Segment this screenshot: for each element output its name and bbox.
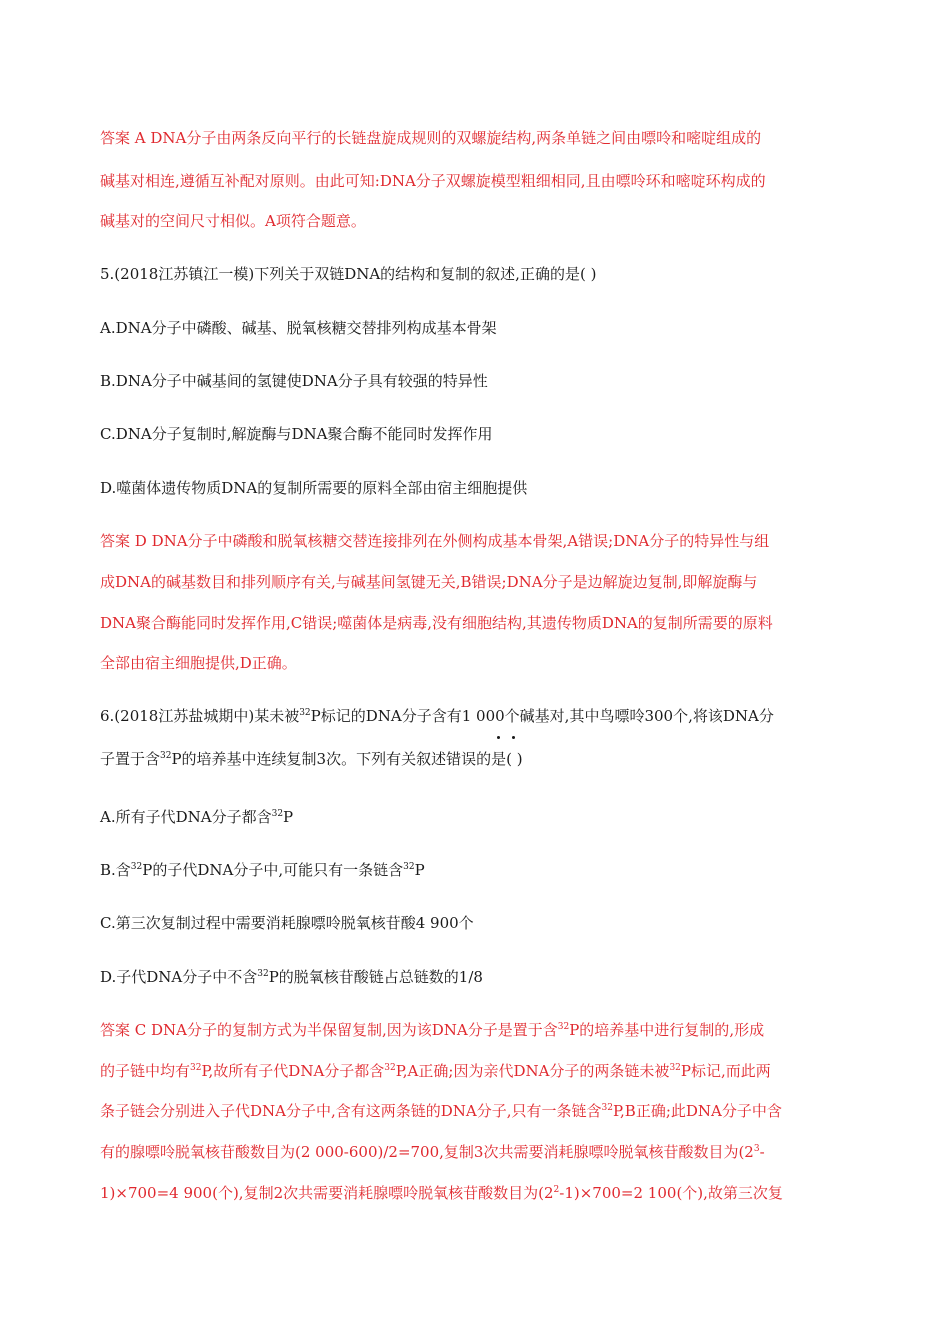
answer4-line1: 答案 A DNA分子由两条反向平行的长链盘旋成规则的双螺旋结构,两条单链之间由嘌呤和嘧啶组成的 [100, 129, 762, 147]
answer5-line2: 成DNA的碱基数目和排列顺序有关,与碱基间氢键无关,B错误;DNA分子是边解旋边复制,即解旋酶与 [100, 573, 758, 591]
question6-option-a: A.所有子代DNA分子都含$^{32}$P [100, 808, 294, 826]
answer5-line3: DNA聚合酶能同时发挥作用,C错误;噬菌体是病毒,没有细胞结构,其遗传物质DNA的复制所需要的原料 [100, 614, 773, 632]
question6-option-d: D.子代DNA分子中不含$^{32}$P的脱氧核苷酸链占总链数的1/8 [100, 968, 483, 986]
question6-stem-line1: 6.(2018江苏盐城期中)某未被$^{32}$P标记的DNA分子含有1 000个碱基对,其中鸟嘌呤300个,将该DNA分 [100, 707, 774, 725]
question5-option-a: A.DNA分子中磷酸、碱基、脱氧核糖交替排列构成基本骨架 [100, 319, 497, 337]
answer5-line1: 答案 D DNA分子中磷酸和脱氧核糖交替连接排列在外侧构成基本骨架,A错误;DNA分子的特异性与组 [100, 532, 770, 550]
answer4-line2: 碱基对相连,遵循互补配对原则。由此可知:DNA分子双螺旋模型粗细相同,且由嘌呤环和嘧啶环构成的 [100, 172, 766, 190]
question5-option-b: B.DNA分子中碱基间的氢键使DNA分子具有较强的特异性 [100, 372, 488, 390]
question5-option-c: C.DNA分子复制时,解旋酶与DNA聚合酶不能同时发挥作用 [100, 425, 493, 443]
answer6-line5: 1)×700=4 900(个),复制2次共需要消耗腺嘌呤脱氧核苷酸数目为$(2^2-1)\times 700=2$ 100(个),故第三次复 [100, 1184, 783, 1202]
answer5-line4: 全部由宿主细胞提供,D正确。 [100, 654, 297, 672]
answer6-line2: 的子链中均有$^{32}$P,故所有子代DNA分子都含$^{32}$P,A正确;因为亲代DNA分子的两条链未被$^{32}$P标记,而此两 [100, 1062, 771, 1080]
answer6-line1: 答案 C DNA分子的复制方式为半保留复制,因为该DNA分子是置于含$^{32}$P的培养基中进行复制的,形成 [100, 1021, 765, 1039]
question6-option-b: B.含$^{32}$P的子代DNA分子中,可能只有一条链含$^{32}$P [100, 861, 425, 879]
question5-option-d: D.噬菌体遗传物质DNA的复制所需要的原料全部由宿主细胞提供 [100, 479, 528, 497]
answer6-line4: 有的腺嘌呤脱氧核苷酸数目为(2 000-600)/2=700,复制3次共需要消耗腺嘌呤脱氧核苷酸数目为($2^3-$ [100, 1143, 765, 1161]
emphasis-dot [497, 736, 500, 739]
answer4-line3: 碱基对的空间尺寸相似。A项符合题意。 [100, 212, 366, 230]
question5-stem: 5.(2018江苏镇江一模)下列关于双链DNA的结构和复制的叙述,正确的是( ) [100, 265, 597, 283]
question6-option-c: C.第三次复制过程中需要消耗腺嘌呤脱氧核苷酸4 900个 [100, 914, 474, 932]
question6-stem-line2: 子置于含$^{32}$P的培养基中连续复制3次。下列有关叙述错误的是( ) [100, 750, 523, 768]
answer6-line3: 条子链会分别进入子代DNA分子中,含有这两条链的DNA分子,只有一条链含$^{32}$P,B正确;此DNA分子中含 [100, 1102, 782, 1120]
emphasis-dot [512, 736, 515, 739]
